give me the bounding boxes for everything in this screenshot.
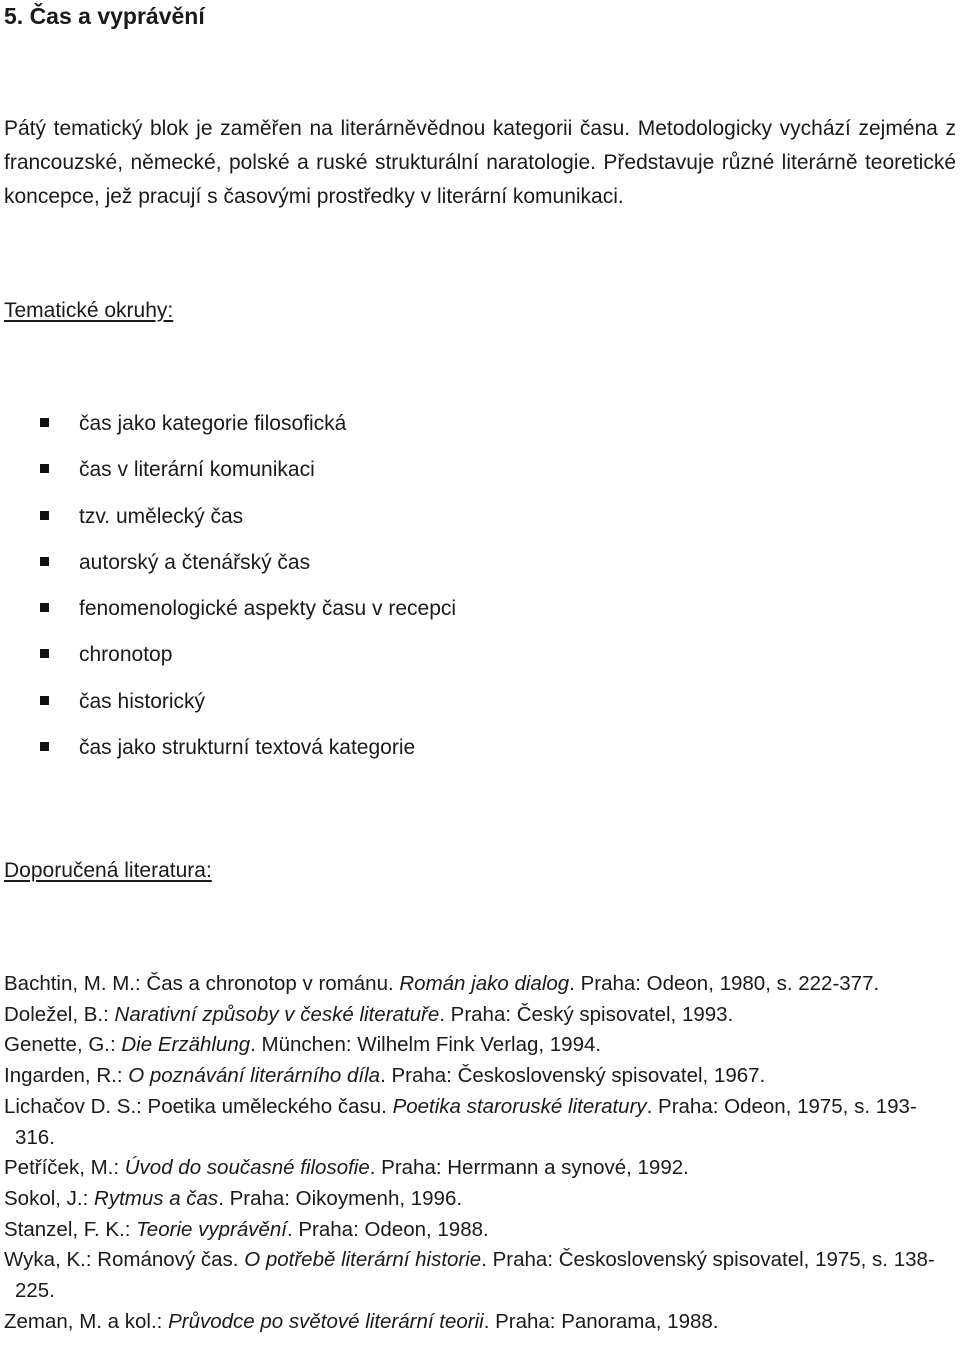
square-bullet-icon <box>40 464 49 473</box>
square-bullet-icon <box>40 649 49 658</box>
topic-text: čas v literární komunikaci <box>79 458 315 482</box>
square-bullet-icon <box>40 696 49 705</box>
reference-entry: Wyka, K.: Románový čas. O potřebě literární historie. Praha: Československý spisovatel, 1975, s. 138-225. <box>4 1248 935 1303</box>
reference-entry: Bachtin, M. M.: Čas a chronotop v románu. Román jako dialog. Praha: Odeon, 1980, s. 222-377. <box>4 972 880 995</box>
square-bullet-icon <box>40 418 49 427</box>
list-item <box>40 685 456 731</box>
references-list <box>4 969 956 1337</box>
list-item <box>40 592 456 638</box>
topic-text: fenomenologické aspekty času v recepci <box>79 597 457 621</box>
topic-text: tzv. umělecký čas <box>79 504 244 528</box>
reference-entry: Doležel, B.: Narativní způsoby v české literatuře. Praha: Český spisovatel, 1993. <box>4 1002 734 1026</box>
square-bullet-icon <box>40 742 49 751</box>
reference-entry: Lichačov D. S.: Poetika uměleckého času. Poetika staroruské literatury. Praha: Odeon, 1975, s. 193-316. <box>4 1094 917 1149</box>
list-item <box>40 546 456 592</box>
list-item <box>40 407 456 453</box>
reference-entry: Sokol, J.: Rytmus a čas. Praha: Oikoymenh, 1996. <box>4 1186 463 1210</box>
topic-text: autorský a čtenářský čas <box>79 550 311 574</box>
topic-text: čas historický <box>79 689 206 713</box>
topics-heading: Tematické okruhy: <box>4 299 174 322</box>
literature-heading: Doporučená literatura: <box>4 859 212 882</box>
reference-entry: Petříček, M.: Úvod do současné filosofie. Praha: Herrmann a synové, 1992. <box>4 1156 689 1180</box>
list-item <box>40 453 456 499</box>
square-bullet-icon <box>40 557 49 566</box>
reference-entry: Stanzel, F. K.: Teorie vyprávění. Praha: Odeon, 1988. <box>4 1217 489 1241</box>
topic-text: čas jako kategorie filosofická <box>79 412 347 435</box>
topic-text: čas jako strukturní textová kategorie <box>79 736 416 760</box>
reference-entry: Ingarden, R.: O poznávání literárního díla. Praha: Československý spisovatel, 1967. <box>4 1064 766 1088</box>
square-bullet-icon <box>40 511 49 520</box>
list-item <box>40 638 456 684</box>
topic-text: chronotop <box>79 643 173 667</box>
square-bullet-icon <box>40 603 49 612</box>
list-item <box>40 731 456 777</box>
intro-paragraph: Pátý tematický blok je zaměřen na literárněvědnou kategorii času. Metodologicky vychází zejména z francouzské, německé, polské a ruské strukturální naratologie. Představuje různé literárně teoretické koncepce, jež pracují s časovými prostředky v literární komunikaci. <box>4 117 956 208</box>
section-heading: 5. Čas a vyprávění <box>4 3 205 29</box>
list-item <box>40 500 456 546</box>
topics-list <box>40 407 456 777</box>
reference-entry: Genette, G.: Die Erzählung. München: Wilhelm Fink Verlag, 1994. <box>4 1033 602 1057</box>
reference-entry: Zeman, M. a kol.: Průvodce po světové literární teorii. Praha: Panorama, 1988. <box>4 1309 719 1333</box>
